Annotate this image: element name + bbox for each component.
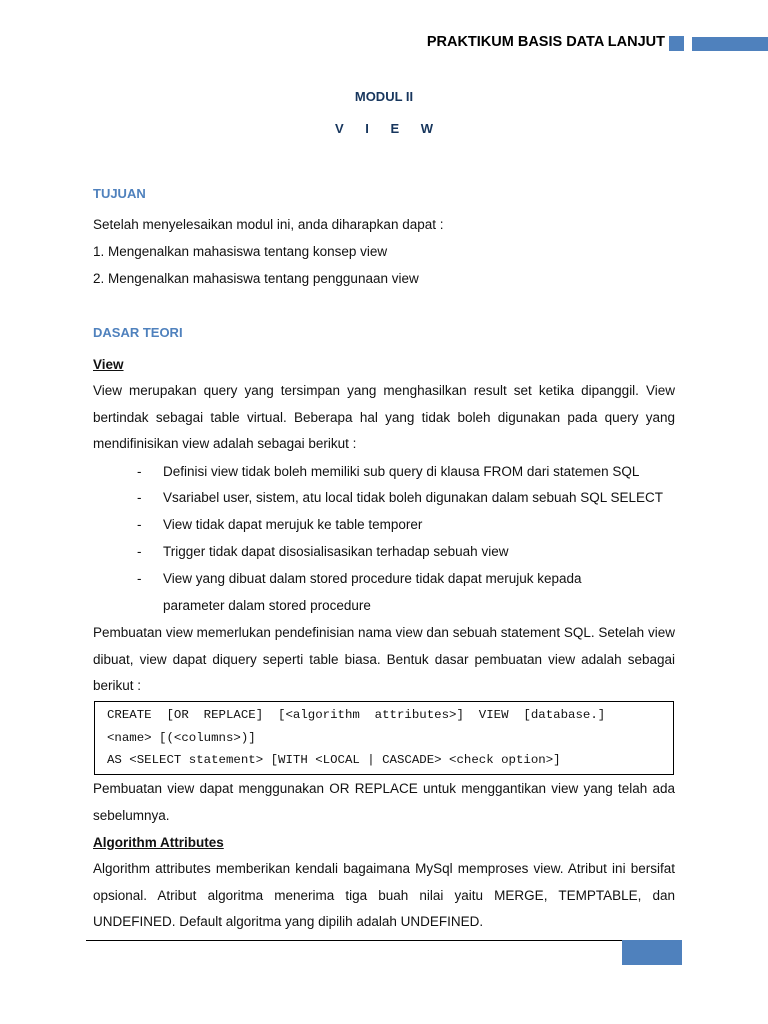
pembuatan-paragraph: Pembuatan view memerlukan pendefinisian nama view dan sebuah statement SQL. Setelah view dibuat, view dapat diquery seperti table biasa. Bentuk dasar pembuatan view adalah sebagai berikut : <box>93 625 675 694</box>
algorithm-paragraph: Algorithm attributes memberikan kendali bagaimana MySql memproses view. Atribut ini bersifat opsional. Atribut algoritma menerima tiga buah nilai yaitu MERGE, TEMPTABLE, dan UNDEFINED. Default algoritma yang dipilih adalah UNDEFINED. <box>93 861 675 930</box>
view-paragraph: View merupakan query yang tersimpan yang menghasilkan result set ketika dipanggil. View bertindak sebagai table virtual. Beberapa hal yang tidak boleh digunakan pada query yang mendifinisikan view adalah sebagai berikut : <box>93 383 675 452</box>
module-title: V I E W <box>334 121 443 136</box>
code-line: CREATE [OR REPLACE] [<algorithm attributes>] VIEW [database.] <box>107 708 606 722</box>
bullet-text: Vsariabel user, sistem, atu local tidak boleh digunakan dalam sebuah SQL SELECT <box>163 490 664 505</box>
code-block <box>94 701 674 775</box>
module-number: MODUL II <box>354 89 414 104</box>
bullet-dash: - <box>137 464 142 479</box>
bullet-text: Definisi view tidak boleh memiliki sub query di klausa FROM dari statemen SQL <box>163 464 640 479</box>
bullet-dash: - <box>137 571 142 586</box>
section-heading-dasar-teori: DASAR TEORI <box>93 325 183 340</box>
tujuan-intro: Setelah menyelesaikan modul ini, anda diharapkan dapat : <box>93 217 444 232</box>
bullet-text: parameter dalam stored procedure <box>163 598 371 613</box>
bullet-text: View yang dibuat dalam stored procedure tidak dapat merujuk kepada <box>163 571 582 586</box>
bullet-dash: - <box>137 544 142 559</box>
code-line: AS <SELECT statement> [WITH <LOCAL | CASCADE> <check option>] <box>107 753 561 767</box>
subheading-view: View <box>93 357 124 372</box>
subheading-algorithm-attributes: Algorithm Attributes <box>93 835 224 850</box>
footer-accent-box <box>622 940 682 965</box>
tujuan-item: 2. Mengenalkan mahasiswa tentang penggunaan view <box>93 271 419 286</box>
bullet-text: Trigger tidak dapat disosialisasikan terhadap sebuah view <box>163 544 509 559</box>
header-accent-bar <box>692 37 768 51</box>
bullet-text: View tidak dapat merujuk ke table temporer <box>163 517 423 532</box>
section-heading-tujuan: TUJUAN <box>93 186 146 201</box>
footer-rule <box>86 940 682 941</box>
bullet-dash: - <box>137 490 142 505</box>
page-header-title: PRAKTIKUM BASIS DATA LANJUT <box>426 34 665 50</box>
bullet-dash: - <box>137 517 142 532</box>
header-accent-square <box>669 36 684 51</box>
code-line: <name> [(<columns>)] <box>107 731 256 745</box>
or-replace-paragraph: Pembuatan view dapat menggunakan OR REPLACE untuk menggantikan view yang telah ada sebelumnya. <box>93 781 675 823</box>
tujuan-item: 1. Mengenalkan mahasiswa tentang konsep view <box>93 244 388 259</box>
